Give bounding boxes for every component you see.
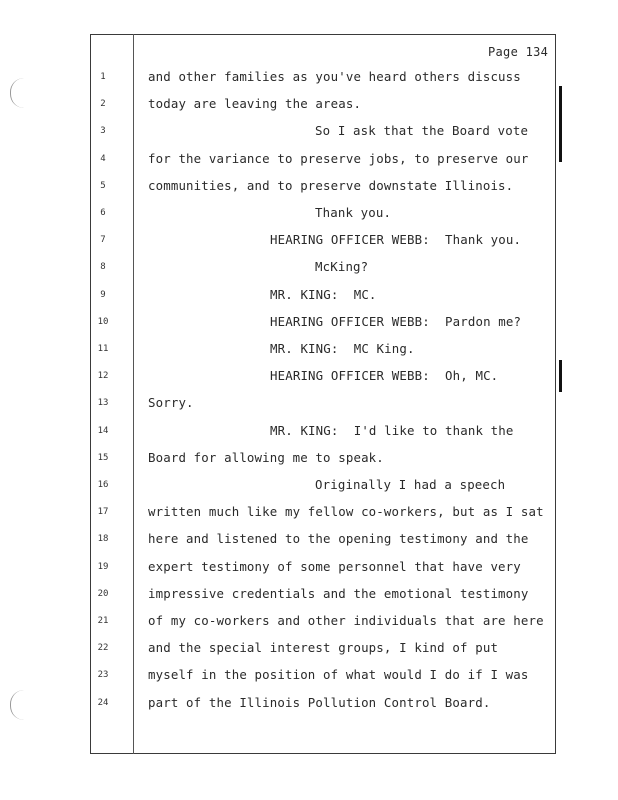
line-number: 11: [97, 344, 109, 354]
line-text: myself in the position of what would I do if I was: [148, 667, 529, 683]
line-text: and the special interest groups, I kind of put: [148, 640, 499, 656]
line-text: So I ask that the Board vote: [315, 123, 529, 139]
line-number: 15: [97, 452, 109, 463]
line-number: 10: [97, 316, 109, 327]
line-text: Originally I had a speech: [315, 477, 506, 492]
line-number: 6: [100, 208, 106, 218]
line-number: 7: [100, 235, 106, 246]
transcript-line: [0, 477, 618, 497]
line-text: Thank you.: [315, 205, 392, 220]
line-text: MR. KING: MC King.: [270, 341, 415, 356]
line-text: part of the Illinois Pollution Control Board.: [148, 694, 491, 710]
line-number: 9: [100, 289, 106, 300]
transcript-line: [0, 450, 618, 470]
transcript-line: [0, 178, 618, 198]
transcript-line: [0, 123, 618, 143]
transcript-line: [0, 96, 618, 116]
line-number: 20: [97, 588, 109, 599]
line-text: Sorry.: [148, 395, 194, 411]
line-text: communities, and to preserve downstate Illinois.: [148, 177, 514, 193]
transcript-line: [0, 395, 618, 415]
transcript-line: [0, 504, 618, 524]
page-number: Page 134: [488, 45, 549, 59]
transcript-line: [0, 259, 618, 279]
line-text: today are leaving the areas.: [148, 96, 362, 112]
line-number: 3: [100, 126, 106, 137]
line-number: 18: [97, 534, 109, 545]
transcript-line: [0, 232, 618, 252]
line-text: of my co-workers and other individuals that are here: [148, 613, 544, 628]
transcript-line: [0, 559, 618, 579]
line-number: 8: [100, 262, 106, 273]
line-number: 16: [97, 480, 109, 490]
transcript-line: [0, 314, 618, 334]
line-text: here and listened to the opening testimony and the: [148, 531, 529, 547]
line-text: MR. KING: MC.: [270, 286, 377, 302]
line-number: 22: [97, 643, 109, 654]
line-text: McKing?: [315, 259, 369, 275]
transcript-line: [0, 151, 618, 171]
transcript-line: [0, 205, 618, 225]
line-number: 4: [100, 153, 106, 164]
line-number: 12: [97, 371, 109, 382]
transcript-line: [0, 368, 618, 388]
transcript-line: [0, 667, 618, 687]
transcript-line: [0, 613, 618, 633]
line-number: 19: [97, 561, 109, 572]
line-text: HEARING OFFICER WEBB: Thank you.: [270, 232, 522, 248]
transcript-line: [0, 640, 618, 660]
line-number: 24: [97, 697, 109, 708]
transcript-line: [0, 586, 618, 606]
line-text: expert testimony of some personnel that have very: [148, 558, 521, 574]
line-number: 21: [97, 616, 109, 626]
line-number: 23: [97, 670, 109, 681]
line-number: 5: [100, 180, 106, 191]
transcript-line: [0, 531, 618, 551]
transcript-line: [0, 423, 618, 443]
line-text: for the variance to preserve jobs, to preserve our: [148, 150, 529, 166]
transcript-line: [0, 287, 618, 307]
line-number: 2: [100, 99, 106, 110]
line-number: 13: [97, 398, 109, 409]
line-text: HEARING OFFICER WEBB: Pardon me?: [270, 313, 522, 329]
transcript-line: [0, 695, 618, 715]
line-text: Board for allowing me to speak.: [148, 449, 384, 465]
line-number: 14: [97, 425, 109, 436]
line-text: HEARING OFFICER WEBB: Oh, MC.: [270, 368, 499, 384]
line-text: MR. KING: I'd like to thank the: [270, 422, 514, 438]
line-number: 17: [97, 507, 109, 518]
transcript-line: [0, 341, 618, 361]
line-number: 1: [100, 72, 106, 82]
line-text: impressive credentials and the emotional testimony: [148, 585, 529, 601]
line-text: and other families as you've heard others discuss: [148, 69, 521, 84]
transcript-line: [0, 69, 618, 89]
line-text: written much like my fellow co-workers, but as I sat: [148, 504, 544, 520]
